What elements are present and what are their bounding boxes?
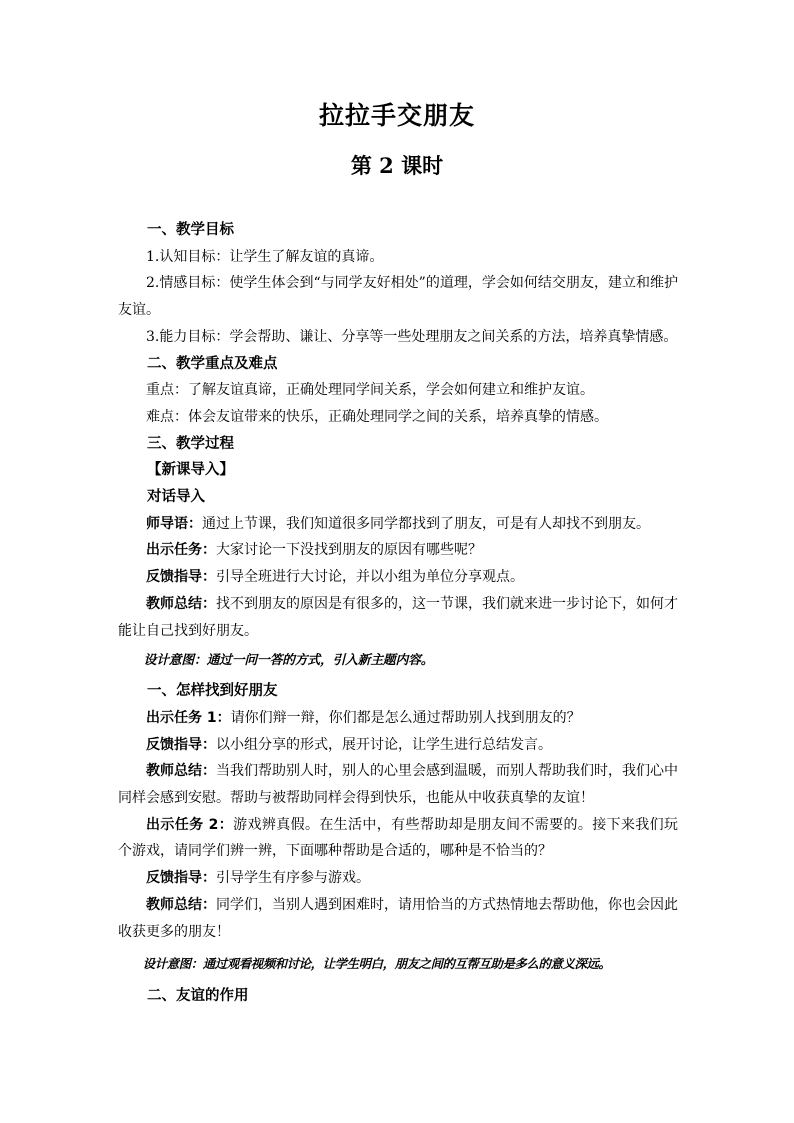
objective-item: 1.认知目标：让学生了解友谊的真谛。 — [146, 248, 384, 265]
line-label: 反馈指导： — [146, 736, 216, 753]
intro-line — [118, 537, 678, 564]
line-text: 大家讨论一下没找到朋友的原因有哪些呢？ — [216, 542, 482, 559]
part2-heading: 二、友谊的作用 — [147, 988, 249, 1005]
section-heading-focus: 二、教学重点及难点 — [147, 355, 278, 372]
line-text: 通过上节课，我们知道很多同学都找到了朋友，可是有人却找不到朋友。 — [202, 515, 650, 532]
part1-line — [118, 812, 678, 865]
objective-item: 2.情感目标：使学生体会到“与同学友好相处”的道理，学会如何结交朋友，建立和维护友谊。 — [118, 275, 678, 319]
line-label: 教师总结： — [146, 763, 216, 780]
intro-heading: 【新课导入】 — [147, 462, 234, 479]
focus-item: 难点：体会友谊带来的快乐，正确处理同学之间的关系，培养真挚的情感。 — [146, 408, 608, 425]
line-text: 游戏辨真假。在生活中，有些帮助却是朋友间不需要的。接下来我们玩个游戏，请同学们辨一辨，下面哪种帮助是合适的，哪种是不恰当的？ — [118, 816, 678, 860]
part1-line — [118, 705, 678, 732]
intro-line — [118, 511, 678, 538]
intro-line — [118, 591, 678, 644]
part1-heading: 一、怎样找到好朋友 — [147, 683, 278, 700]
line-text: 找不到朋友的原因是有很多的，这一节课，我们就来进一步讨论下，如何才能让自己找到好朋友。 — [118, 595, 678, 639]
document-subtitle: 第 2 课时 — [350, 153, 444, 178]
line-text: 引导学生有序参与游戏。 — [216, 870, 370, 887]
line-text: 当我们帮助别人时，别人的心里会感到温暖，而别人帮助我们时，我们心中同样会感到安慰。帮助与被帮助同样会得到快乐，也能从中收获真挚的友谊！ — [118, 763, 678, 807]
document-title: 拉拉手交朋友 — [318, 101, 475, 130]
line-text: 同学们，当别人遇到困难时，请用恰当的方式热情地去帮助他，你也会因此收获更多的朋友！ — [118, 896, 678, 940]
part1-line — [118, 758, 678, 811]
line-label: 教师总结： — [146, 896, 216, 913]
intro-line — [118, 564, 678, 591]
part1-line — [118, 732, 678, 759]
part1-line — [118, 892, 678, 945]
document-body — [118, 217, 678, 1010]
line-label: 反馈指导： — [146, 870, 216, 887]
line-label: 出示任务 1： — [146, 709, 231, 726]
intro-subheading: 对话导入 — [147, 489, 205, 506]
focus-item: 重点：了解友谊真谛，正确处理同学间关系，学会如何建立和维护友谊。 — [146, 382, 594, 399]
line-label: 师导语： — [146, 515, 202, 532]
part1-line — [118, 865, 678, 892]
section-heading-objectives: 一、教学目标 — [147, 222, 234, 238]
line-text: 以小组分享的形式，展开讨论，让学生进行总结发言。 — [216, 736, 552, 753]
line-label: 教师总结： — [146, 595, 216, 612]
design-intent-part1: 设计意图：通过观看视频和讨论，让学生明白，朋友之间的互帮互助是多么的意义深远。 — [142, 956, 611, 972]
line-text: 请你们辩一辩，你们都是怎么通过帮助别人找到朋友的？ — [230, 709, 581, 726]
line-label: 出示任务： — [146, 542, 216, 559]
objective-item: 3.能力目标：学会帮助、谦让、分享等一些处理朋友之间关系的方法，培养真挚情感。 — [146, 328, 678, 345]
design-intent-intro: 设计意图：通过一问一答的方式，引入新主题内容。 — [143, 653, 434, 669]
line-label: 出示任务 2： — [146, 816, 234, 833]
line-label: 反馈指导： — [146, 569, 216, 586]
line-text: 引导全班进行大讨论，并以小组为单位分享观点。 — [216, 569, 524, 586]
section-heading-process: 三、教学过程 — [147, 435, 234, 452]
